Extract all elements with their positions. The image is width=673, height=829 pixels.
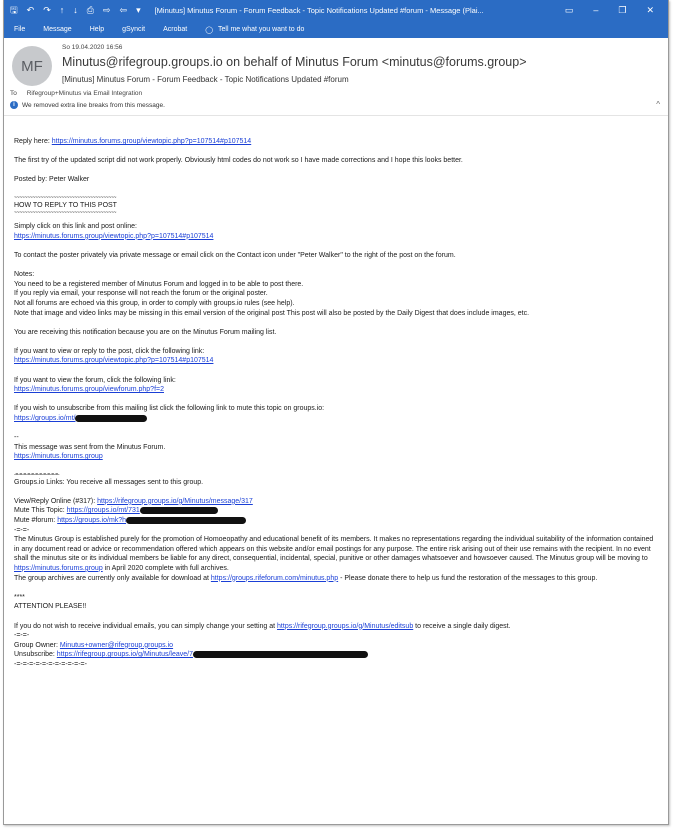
archives-body: The group archives are currently only available for download at (14, 574, 211, 582)
digest-text: If you do not wish to receive individual emails, you can simply change your setting at (14, 622, 278, 630)
digest-link[interactable]: https://rifegroup.groups.io/g/Minutus/editsub (277, 622, 414, 630)
up-arrow-icon[interactable]: ↑ (59, 5, 65, 15)
tell-me-text: Tell me what you want to do (218, 26, 305, 33)
contact-poster-text: To contact the poster privately via private message or email click on the Contact icon under "Peter Walker" to the right of the post on the forum. (14, 251, 456, 259)
mute-forum-label: Mute #forum: (14, 516, 58, 524)
note-item: If you reply via email, your response will not reach the forum or the original poster. (14, 290, 268, 298)
view-forum-link[interactable]: https://minutus.forums.group/viewforum.php?f=2 (14, 386, 164, 394)
redo-icon[interactable]: ↷ (43, 5, 51, 15)
to-label: To (10, 90, 17, 97)
tilde-separator: ~~~~~~~~~~~~~~~~~~~~~~~~~~~~~~~~~~~~~~~ (14, 210, 117, 217)
ribbon-tabs (4, 21, 668, 38)
lightbulb-icon: ◯ (205, 26, 214, 34)
archives-end: - Please donate there to help us fund the restoration of the messages to this group. (338, 574, 598, 582)
undo-icon[interactable]: ↶ (26, 5, 35, 15)
note-item: Not all forums are echoed via this group, in order to comply with groups.io rules (see help). (14, 299, 295, 307)
info-icon: i (10, 101, 18, 109)
intro-text: The first try of the updated script did not work properly. Obviously html codes do not work so I have made corrections and I hope this looks better. (14, 157, 463, 165)
view-reply-text: If you want to view or reply to the post, click the following link: (14, 347, 205, 355)
quick-access-toolbar (10, 6, 141, 15)
attention-heading: ATTENTION PLEASE!! (14, 603, 87, 611)
redaction-mark (126, 517, 246, 524)
minimize-icon[interactable]: – (593, 5, 599, 15)
close-icon[interactable]: ✕ (646, 5, 654, 15)
view-reply-link[interactable]: https://minutus.forums.group/viewtopic.php?p=107514#p107514 (14, 357, 214, 365)
ribbon-display-icon[interactable]: ▭ (564, 5, 574, 15)
note-item: Note that image and video links may be missing in this email version of the original post This post will also be posted by the Daily Digest that does include images, etc. (14, 309, 530, 317)
reply-here-link[interactable]: https://minutus.forums.group/viewtopic.php?p=107514#p107514 (51, 138, 252, 145)
groupsio-separator: -=-=-=-=-=-=-=-=-=-=-=- (14, 471, 60, 478)
unsubscribe-link[interactable]: https://rifegroup.groups.io/g/Minutus/leave/7 (56, 651, 193, 659)
message-body (14, 137, 654, 669)
redaction-mark (140, 507, 218, 514)
disclaimer-end: in April 2020 complete with full archives. (102, 564, 229, 572)
sender[interactable]: Minutus@rifegroup.groups.io on behalf of Minutus Forum <minutus@forums.group> (62, 55, 527, 69)
mute-topic-link-2[interactable]: https://groups.io/mt/731 (66, 507, 140, 515)
short-separator: -=-=- (14, 526, 30, 534)
simply-click-text: Simply click on this link and post online: (14, 223, 137, 231)
more-icon[interactable]: ▾ (136, 5, 141, 15)
recipient[interactable]: Rifegroup+Minutus via Email Integration (26, 90, 143, 97)
tab-acrobat[interactable]: Acrobat (163, 26, 188, 33)
subject: [Minutus] Minutus Forum - Forum Feedback - Topic Notifications Updated #forum (62, 75, 349, 84)
receiving-text: You are receiving this notification because you are on the Minutus Forum mailing list. (14, 328, 277, 336)
owner-label: Group Owner: (14, 641, 60, 649)
title-bar (4, 0, 668, 21)
unsubscribe-label: Unsubscribe: (14, 651, 57, 659)
reply-here-line (14, 137, 654, 147)
tab-gsyncit[interactable]: gSyncit (122, 26, 146, 33)
down-arrow-icon[interactable]: ↓ (73, 5, 78, 15)
restore-icon[interactable]: ❐ (618, 5, 627, 15)
disclaimer-link[interactable]: https://minutus.forums.group (14, 564, 103, 572)
tab-help[interactable]: Help (89, 26, 105, 33)
forward-icon[interactable]: ⇨ (102, 5, 111, 15)
view-online-link[interactable]: https://rifegroup.groups.io/g/Minutus/message/317 (97, 497, 253, 505)
tell-me-box[interactable] (205, 26, 304, 34)
archives-link[interactable]: https://groups.rifeforum.com/minutus.php (210, 574, 339, 582)
info-text: We removed extra line breaks from this message. (22, 101, 165, 109)
window-controls (565, 5, 668, 16)
sent-date: So 19.04.2020 16:56 (62, 44, 123, 51)
simply-click-link[interactable]: https://minutus.forums.group/viewtopic.php?p=107514#p107514 (14, 232, 214, 240)
avatar[interactable]: MF (12, 46, 52, 86)
signature-dashes: -- (14, 434, 19, 442)
view-forum-text: If you want to view the forum, click the following link: (14, 376, 176, 384)
disclaimer-text (14, 535, 654, 573)
info-bar[interactable] (10, 101, 165, 109)
mute-topic-label: Mute This Topic: (14, 507, 67, 515)
owner-link[interactable]: Minutus+owner@rifegroup.groups.io (59, 641, 174, 649)
redaction-mark (75, 415, 147, 422)
tab-file[interactable]: File (14, 26, 26, 33)
stars: **** (14, 593, 25, 601)
archives-text (14, 574, 654, 584)
notes-label: Notes: (14, 271, 35, 279)
mute-topic-link[interactable]: https://groups.io/mt/ (14, 415, 76, 423)
tab-message[interactable]: Message (43, 26, 72, 33)
mute-forum-link[interactable]: https://groups.io/mk?h (57, 516, 127, 524)
save-icon[interactable]: 🖫 (10, 5, 18, 15)
groupsio-links-text: Groups.io Links: You receive all messages sent to this group. (14, 478, 204, 486)
sent-from-text: This message was sent from the Minutus Forum. (14, 443, 166, 451)
sent-from-link[interactable]: https://minutus.forums.group (14, 453, 103, 461)
digest-end: to receive a single daily digest. (413, 622, 511, 630)
view-online-label: View/Reply Online (#317): (14, 497, 98, 505)
how-to-reply-heading: HOW TO REPLY TO THIS POST (14, 201, 117, 209)
window-title: [Minutus] Minutus Forum - Forum Feedback - Topic Notifications Updated #forum - Message (Plai... (154, 6, 484, 15)
note-item: You need to be a registered member of Minutus Forum and logged in to be able to post there. (14, 280, 304, 288)
tilde-separator: ~~~~~~~~~~~~~~~~~~~~~~~~~~~~~~~~~~~~~~~ (14, 194, 117, 201)
redaction-mark (193, 651, 368, 658)
reply-all-icon[interactable]: ⇦ (119, 5, 128, 15)
unsubscribe-text: If you wish to unsubscribe from this mailing list click the following link to mute this topic on groups.io: (14, 405, 325, 413)
short-separator: -=-=- (14, 632, 30, 640)
recipient-row (10, 90, 142, 97)
posted-by: Posted by: Peter Walker (14, 176, 90, 184)
reply-here-label: Reply here: (14, 138, 52, 145)
print-icon[interactable]: ⎙ (86, 5, 94, 15)
disclaimer-body: The Minutus Group is established purely for the promotion of Homoeopathy and educational benefit of its members. It makes no representations regarding the individual suitability of the information contained in any document read or advice or recommendation offered which appears on this website and/or email postings for any purpose. The entire risk arising out of their use remains with the recipient. In no event shall the minutus site or its individual members be liable for any direct, consequential, incidental, special, punitive or other damages whatsoever and howsoever caused. The Minutus group will be moving to (14, 536, 654, 563)
message-header (4, 38, 668, 116)
outlook-message-window (3, 0, 669, 825)
collapse-header-icon[interactable]: ^ (656, 100, 660, 109)
end-separator: -=-=-=-=-=-=-=-=-=-=-=- (14, 660, 87, 668)
